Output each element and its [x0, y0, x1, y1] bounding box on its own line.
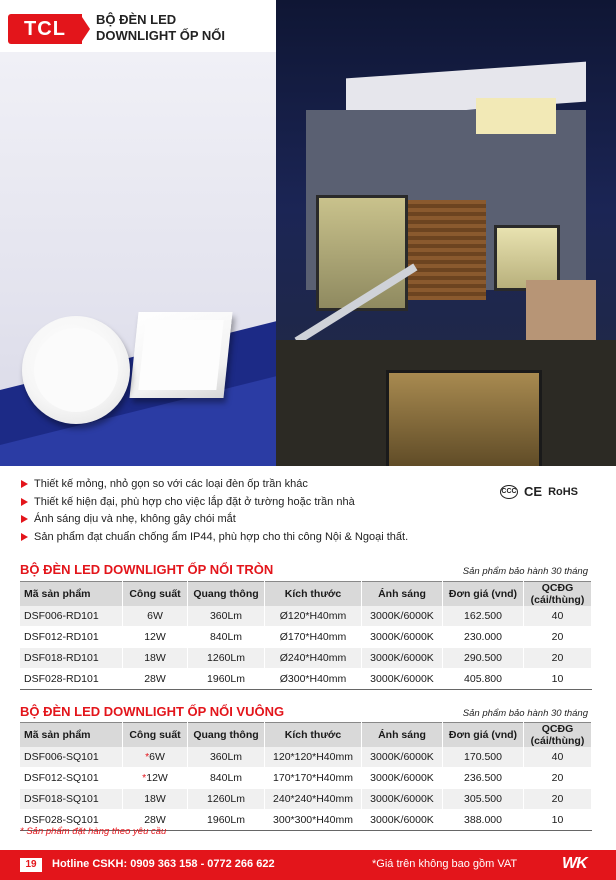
col-header-code: Mã sản phẩm [20, 723, 123, 748]
cell-size: 240*240*H40mm [265, 789, 362, 810]
round-lamp-image [22, 316, 130, 424]
col-header-size: Kích thước [265, 723, 362, 748]
cell-power [123, 669, 188, 690]
page-title [96, 12, 225, 44]
table-row [20, 627, 592, 648]
cell-lumen: 360Lm [188, 606, 265, 627]
power-value: 6W [147, 610, 163, 622]
cell-price: 388.000 [443, 810, 524, 831]
power-value: 12W [146, 772, 168, 784]
cell-price: 405.800 [443, 669, 524, 690]
cell-size: 300*300*H40mm [265, 810, 362, 831]
cell-power [123, 648, 188, 669]
order-star: * [145, 751, 150, 763]
cell-size: Ø300*H40mm [265, 669, 362, 690]
cell-light: 3000K/6000K [362, 747, 443, 768]
logo-tail-shape [80, 14, 90, 44]
col-header-pack: QCĐG (cái/thùng) [524, 723, 592, 748]
round-spec-table [20, 581, 592, 690]
table-header-row [20, 582, 592, 607]
photo-window [476, 98, 556, 134]
vat-note: *Giá trên không bao gồm VAT [372, 858, 518, 870]
cell-pack: 40 [524, 747, 592, 768]
cell-power [123, 606, 188, 627]
cell-pack: 10 [524, 669, 592, 690]
cell-code: DSF006-SQ101 [20, 747, 123, 768]
table-row [20, 747, 592, 768]
power-value: 18W [144, 793, 166, 805]
cell-pack: 40 [524, 606, 592, 627]
warranty-note-square: Sản phẩm bảo hành 30 tháng [462, 708, 588, 719]
cell-light: 3000K/6000K [362, 648, 443, 669]
table-header-row [20, 723, 592, 748]
cell-lumen: 1260Lm [188, 648, 265, 669]
section-title-square: BỘ ĐÈN LED DOWNLIGHT ỐP NỔI VUÔNG [20, 704, 285, 719]
ccc-mark: CCC [500, 485, 518, 499]
cell-lumen: 1960Lm [188, 669, 265, 690]
feature-item: Ánh sáng dịu và nhẹ, không gây chói mắt [20, 511, 460, 529]
col-header-power: Công suất [123, 582, 188, 607]
photo-window [316, 195, 408, 311]
col-header-power: Công suất [123, 723, 188, 748]
col-header-lumen: Quang thông [188, 723, 265, 748]
cell-light: 3000K/6000K [362, 669, 443, 690]
cell-size: Ø120*H40mm [265, 606, 362, 627]
square-lamp-image [129, 312, 232, 398]
power-value: 28W [144, 673, 166, 685]
rohs-mark: RoHS [548, 485, 579, 498]
cell-light: 3000K/6000K [362, 627, 443, 648]
cell-power [123, 627, 188, 648]
cell-light: 3000K/6000K [362, 810, 443, 831]
photo-window [386, 370, 542, 466]
certification-marks [500, 484, 578, 499]
col-header-price: Đơn giá (vnd) [443, 723, 524, 748]
cell-size: Ø240*H40mm [265, 648, 362, 669]
cell-light: 3000K/6000K [362, 606, 443, 627]
cell-lumen: 840Lm [188, 627, 265, 648]
section-title-round: BỘ ĐÈN LED DOWNLIGHT ỐP NỔI TRÒN [20, 562, 274, 577]
tcl-logo: TCL [8, 14, 82, 44]
cell-lumen: 1260Lm [188, 789, 265, 810]
hotline-text: Hotline CSKH: 0909 363 158 - 0772 266 622 [52, 858, 275, 870]
cell-price: 170.500 [443, 747, 524, 768]
table-row [20, 768, 592, 789]
cell-code: DSF028-SQ101 [20, 810, 123, 831]
col-header-code: Mã sản phẩm [20, 582, 123, 607]
table-row [20, 669, 592, 690]
house-photo [276, 0, 616, 466]
cell-size: Ø170*H40mm [265, 627, 362, 648]
cell-code: DSF018-RD101 [20, 648, 123, 669]
cell-price: 162.500 [443, 606, 524, 627]
cell-light: 3000K/6000K [362, 789, 443, 810]
cell-price: 305.500 [443, 789, 524, 810]
feature-item: Sản phẩm đạt chuẩn chống ẩm IP44, phù hợp cho thi công Nội & Ngoại thất. [20, 529, 460, 547]
ce-mark: CE [524, 484, 543, 499]
table-row [20, 606, 592, 627]
power-value: 28W [144, 814, 166, 826]
col-header-pack: QCĐG (cái/thùng) [524, 582, 592, 607]
feature-item: Thiết kế hiện đại, phù hợp cho việc lắp đặt ở tường hoặc trần nhà [20, 494, 460, 512]
cell-pack: 10 [524, 810, 592, 831]
cell-lumen: 1960Lm [188, 810, 265, 831]
col-header-size: Kích thước [265, 582, 362, 607]
power-value: 6W [149, 751, 165, 763]
cell-price: 230.000 [443, 627, 524, 648]
col-header-light: Ánh sáng [362, 723, 443, 748]
square-spec-table [20, 722, 592, 831]
cell-lumen: 360Lm [188, 747, 265, 768]
cell-size: 170*170*H40mm [265, 768, 362, 789]
warranty-note-round: Sản phẩm bảo hành 30 tháng [462, 566, 588, 577]
col-header-price: Đơn giá (vnd) [443, 582, 524, 607]
cell-code: DSF006-RD101 [20, 606, 123, 627]
order-star: * [142, 772, 147, 784]
order-note: * Sản phẩm đặt hàng theo yêu cầu [20, 826, 167, 837]
cell-power [123, 789, 188, 810]
cell-power [123, 768, 188, 789]
power-value: 12W [144, 631, 166, 643]
col-header-lumen: Quang thông [188, 582, 265, 607]
cell-pack: 20 [524, 648, 592, 669]
col-header-light: Ánh sáng [362, 582, 443, 607]
distributor-logo: WK [562, 855, 587, 872]
cell-code: DSF012-SQ101 [20, 768, 123, 789]
table-row [20, 789, 592, 810]
title-line-1: BỘ ĐÈN LED [96, 12, 177, 27]
cell-code: DSF028-RD101 [20, 669, 123, 690]
title-line-2: DOWNLIGHT ỐP NỔI [96, 28, 226, 43]
cell-pack: 20 [524, 789, 592, 810]
footer-bar [0, 850, 616, 880]
product-image-panel [0, 52, 276, 466]
page-number: 19 [20, 858, 42, 872]
feature-item: Thiết kế mỏng, nhỏ gọn so với các loại đèn ốp trần khác [20, 476, 460, 494]
cell-code: DSF018-SQ101 [20, 789, 123, 810]
cell-power [123, 747, 188, 768]
header [0, 0, 276, 52]
cell-pack: 20 [524, 627, 592, 648]
power-value: 18W [144, 652, 166, 664]
photo-wood-wall [406, 200, 486, 300]
cell-price: 290.500 [443, 648, 524, 669]
cell-lumen: 840Lm [188, 768, 265, 789]
feature-list [20, 476, 460, 546]
table-row [20, 648, 592, 669]
cell-pack: 20 [524, 768, 592, 789]
cell-size: 120*120*H40mm [265, 747, 362, 768]
cell-code: DSF012-RD101 [20, 627, 123, 648]
cell-light: 3000K/6000K [362, 768, 443, 789]
cell-price: 236.500 [443, 768, 524, 789]
